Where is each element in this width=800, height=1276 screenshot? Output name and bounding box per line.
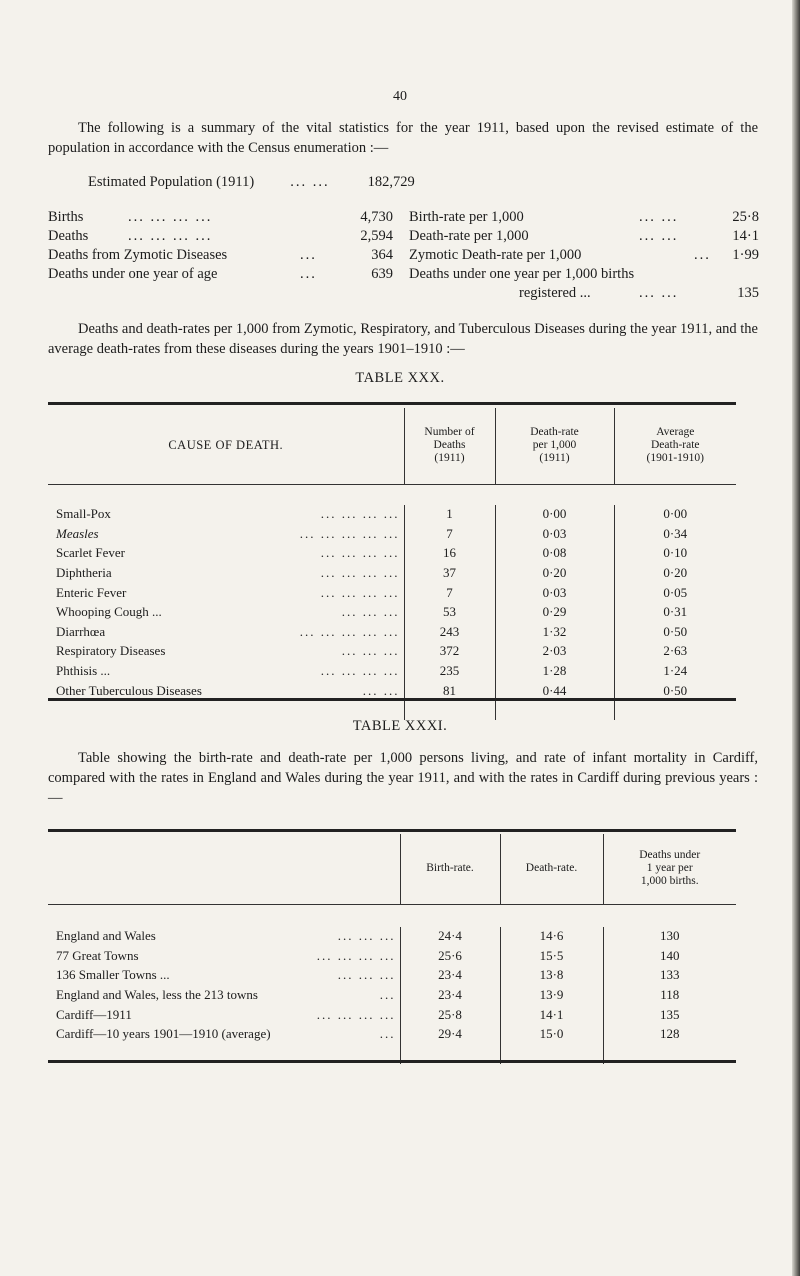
table-row [48, 505, 736, 525]
death-rate-cell: 13·8 [500, 966, 603, 986]
header-line: 1 year per [646, 862, 693, 875]
table-row [48, 563, 736, 583]
cause-name: Diphtheria [56, 565, 112, 581]
rate-cell: 0·44 [495, 681, 614, 701]
vital-label: Death-rate per 1,000 [409, 228, 529, 244]
death-rate-cell: 14·1 [500, 1005, 603, 1025]
population-dots: ... ... [290, 174, 330, 190]
leader-dots: ... ... ... ... [320, 506, 400, 522]
rate-cell: 0·03 [495, 524, 614, 544]
deaths-cell: 235 [404, 661, 495, 681]
header-line: (1911) [434, 452, 465, 465]
area-cell [48, 946, 400, 966]
table-row [48, 927, 736, 947]
rate-cell: 0·29 [495, 602, 614, 622]
deaths-cell: 372 [404, 642, 495, 662]
death-rate-cell: 15·5 [500, 946, 603, 966]
page-edge-shadow [792, 0, 800, 1276]
leader-dots: ... ... ... ... ... [299, 623, 400, 639]
cause-name: Other Tuberculous Diseases [56, 682, 202, 698]
table-row [48, 642, 736, 662]
table30-top-rule [48, 402, 736, 405]
area-name: England and Wales, less the 213 towns [56, 987, 258, 1003]
table31-header-row [48, 834, 736, 904]
leader-dots: ... ... ... ... [128, 228, 213, 244]
table30-header-avg [614, 408, 736, 484]
leader-dots: ... ... ... [337, 967, 396, 983]
cause-name: Phthisis ... [56, 663, 111, 679]
vital-value: 639 [371, 266, 393, 282]
vital-value: 364 [371, 247, 393, 263]
avg-cell: 0·50 [614, 622, 736, 642]
cause-cell [48, 544, 404, 564]
avg-cell: 0·00 [614, 505, 736, 525]
avg-cell: 0·20 [614, 563, 736, 583]
vital-value: 1·99 [732, 247, 759, 263]
vital-row [409, 284, 759, 303]
area-cell [48, 927, 400, 947]
table31-title: TABLE XXXI. [352, 718, 448, 734]
leader-dots: ... ... ... [341, 604, 400, 620]
cause-cell [48, 505, 404, 525]
leader-dots: ... [379, 1026, 396, 1042]
death-rate-cell: 13·9 [500, 985, 603, 1005]
vital-label: Deaths from Zymotic Diseases [48, 247, 228, 263]
deaths-cell: 81 [404, 681, 495, 701]
infant-rate-cell: 118 [603, 985, 736, 1005]
leader-dots: ... ... ... ... ... [299, 525, 400, 541]
vital-label: Birth-rate per 1,000 [409, 209, 524, 225]
infant-rate-cell: 130 [603, 927, 736, 947]
cause-name: Respiratory Diseases [56, 643, 166, 659]
cause-name: Scarlet Fever [56, 545, 125, 561]
rate-cell: 0·08 [495, 544, 614, 564]
leader-dots: ... ... ... ... [316, 1006, 396, 1022]
avg-cell: 0·31 [614, 602, 736, 622]
infant-rate-cell: 140 [603, 946, 736, 966]
table-row [48, 985, 736, 1005]
deaths-cell: 37 [404, 563, 495, 583]
table-row [48, 1005, 736, 1025]
avg-cell: 2·63 [614, 642, 736, 662]
birth-rate-cell: 23·4 [400, 985, 500, 1005]
vital-label: Deaths [48, 228, 89, 244]
leader-dots: ... ... [362, 682, 400, 698]
table30-title: TABLE XXX. [355, 370, 445, 386]
leader-dots: ... ... ... [337, 928, 396, 944]
cause-cell [48, 661, 404, 681]
header-line: (1901-1910) [646, 452, 704, 465]
table30-header-cause [48, 408, 404, 484]
vital-row [48, 265, 393, 284]
page-number: 40 [393, 89, 407, 104]
deaths-cell: 7 [404, 524, 495, 544]
cause-cell [48, 583, 404, 603]
table31-header-area [48, 834, 400, 904]
table-row [48, 661, 736, 681]
deaths-cell: 53 [404, 602, 495, 622]
table30-bottom-rule [48, 698, 736, 701]
vital-row [409, 227, 759, 246]
area-name: Cardiff—10 years 1901—1910 (average) [56, 1026, 271, 1042]
cause-cell [48, 622, 404, 642]
header-line: Deaths [433, 439, 466, 452]
birth-rate-cell: 24·4 [400, 927, 500, 947]
birth-rate-cell: 29·4 [400, 1024, 500, 1044]
header-text: Death-rate. [525, 862, 578, 875]
vital-row [48, 227, 393, 246]
birth-rate-cell: 25·6 [400, 946, 500, 966]
header-line: Deaths under [639, 849, 701, 862]
population-value: 182,729 [367, 174, 415, 190]
birth-rate-cell: 25·8 [400, 1005, 500, 1025]
table31-description [48, 748, 758, 808]
table-row [48, 966, 736, 986]
vital-row [409, 265, 759, 284]
vital-value: 2,594 [360, 228, 393, 244]
deaths-cell: 7 [404, 583, 495, 603]
table-row [48, 622, 736, 642]
leader-dots: ... ... ... ... [316, 947, 396, 963]
vital-value: 25·8 [732, 209, 759, 225]
avg-cell: 1·24 [614, 661, 736, 681]
table-row [48, 544, 736, 564]
leader-dots: ... ... ... ... [320, 565, 400, 581]
header-line: Death-rate [650, 439, 700, 452]
table31-top-rule [48, 829, 736, 832]
leader-dots: ... ... ... ... [320, 663, 400, 679]
header-line: (1911) [539, 452, 570, 465]
table31 [48, 834, 736, 1064]
area-cell [48, 1005, 400, 1025]
intro-text: The following is a summary of the vital statistics for the year 1911, based upon the revised estimate of the population in accordance with the Census enumeration :— [48, 120, 758, 156]
vital-stats-left [48, 208, 393, 284]
vital-value: 4,730 [360, 209, 393, 225]
table-row [48, 524, 736, 544]
table31-header-birth [400, 834, 500, 904]
table30-header-deaths [404, 408, 495, 484]
deaths-cell: 1 [404, 505, 495, 525]
table31-bottom-rule [48, 1060, 736, 1063]
leader-dots: ... [300, 247, 317, 263]
rate-cell: 0·00 [495, 505, 614, 525]
vital-value: 135 [737, 285, 759, 301]
cause-name: Small-Pox [56, 506, 111, 522]
population-label: Estimated Population (1911) [88, 174, 255, 190]
vital-label: Deaths under one year per 1,000 births [409, 266, 635, 282]
leader-dots: ... ... [639, 209, 679, 225]
area-name: England and Wales [56, 928, 156, 944]
header-line: Number of [424, 426, 475, 439]
area-name: Cardiff—1911 [56, 1006, 132, 1022]
table30 [48, 408, 736, 720]
rate-cell: 0·20 [495, 563, 614, 583]
vital-value: 14·1 [732, 228, 759, 244]
table31-header-death [500, 834, 603, 904]
rate-cell: 1·32 [495, 622, 614, 642]
infant-rate-cell: 135 [603, 1005, 736, 1025]
vital-row [409, 208, 759, 227]
vital-label: Zymotic Death-rate per 1,000 [409, 247, 582, 263]
birth-rate-cell: 23·4 [400, 966, 500, 986]
header-text: CAUSE OF DEATH. [168, 438, 284, 453]
table31-description-text: Table showing the birth-rate and death-rate per 1,000 persons living, and rate of infant mortality in Cardiff, compared with the rates in England and Wales during the year 1911, and with the rates in Cardiff during previous years :— [48, 750, 758, 806]
rate-cell: 2·03 [495, 642, 614, 662]
area-cell [48, 966, 400, 986]
leader-dots: ... ... ... [341, 643, 400, 659]
leader-dots: ... [300, 266, 317, 282]
table31-header-infant [603, 834, 736, 904]
header-line: Average [656, 426, 695, 439]
area-name: 136 Smaller Towns ... [56, 967, 170, 983]
population-line [88, 174, 415, 191]
table-row [48, 602, 736, 622]
cause-name: Enteric Fever [56, 584, 127, 600]
infant-rate-cell: 133 [603, 966, 736, 986]
table30-header-row [48, 408, 736, 484]
table30-intro-paragraph [48, 319, 758, 359]
vital-label: Deaths under one year of age [48, 266, 218, 282]
cause-name: Diarrhœa [56, 623, 106, 639]
deaths-cell: 243 [404, 622, 495, 642]
cause-cell [48, 524, 404, 544]
avg-cell: 0·50 [614, 681, 736, 701]
header-line: Death-rate [530, 426, 579, 439]
vital-row [48, 208, 393, 227]
header-line: 1,000 births. [640, 875, 699, 888]
table30-header-rate [495, 408, 614, 484]
vital-label: registered ... [519, 285, 591, 301]
avg-cell: 0·34 [614, 524, 736, 544]
cause-cell [48, 642, 404, 662]
area-cell [48, 1024, 400, 1044]
deaths-cell: 16 [404, 544, 495, 564]
table-row [48, 1024, 736, 1044]
rate-cell: 1·28 [495, 661, 614, 681]
cause-name: Measles [56, 525, 99, 541]
avg-cell: 0·05 [614, 583, 736, 603]
table-row [48, 583, 736, 603]
death-rate-cell: 14·6 [500, 927, 603, 947]
cause-cell [48, 602, 404, 622]
vital-row [48, 246, 393, 265]
vital-row [409, 246, 759, 265]
table-row [48, 946, 736, 966]
infant-rate-cell: 128 [603, 1024, 736, 1044]
area-cell [48, 985, 400, 1005]
leader-dots: ... ... [639, 228, 679, 244]
avg-cell: 0·10 [614, 544, 736, 564]
intro-paragraph [48, 118, 758, 158]
leader-dots: ... ... ... ... [320, 545, 400, 561]
vital-label: Births [48, 209, 84, 225]
leader-dots: ... ... [639, 285, 679, 301]
leader-dots: ... ... ... ... [320, 584, 400, 600]
leader-dots: ... [694, 247, 711, 263]
header-line: per 1,000 [532, 439, 577, 452]
leader-dots: ... ... ... ... [128, 209, 213, 225]
area-name: 77 Great Towns [56, 947, 139, 963]
vital-stats-right [409, 208, 759, 303]
leader-dots: ... [379, 987, 396, 1003]
table30-intro-text: Deaths and death-rates per 1,000 from Zymotic, Respiratory, and Tuberculous Diseases during the year 1911, and the average death-rates from these diseases during the years 1901–1910 :— [48, 321, 758, 357]
cause-cell [48, 563, 404, 583]
header-text: Birth-rate. [426, 862, 474, 875]
rate-cell: 0·03 [495, 583, 614, 603]
death-rate-cell: 15·0 [500, 1024, 603, 1044]
cause-name: Whooping Cough ... [56, 604, 162, 620]
